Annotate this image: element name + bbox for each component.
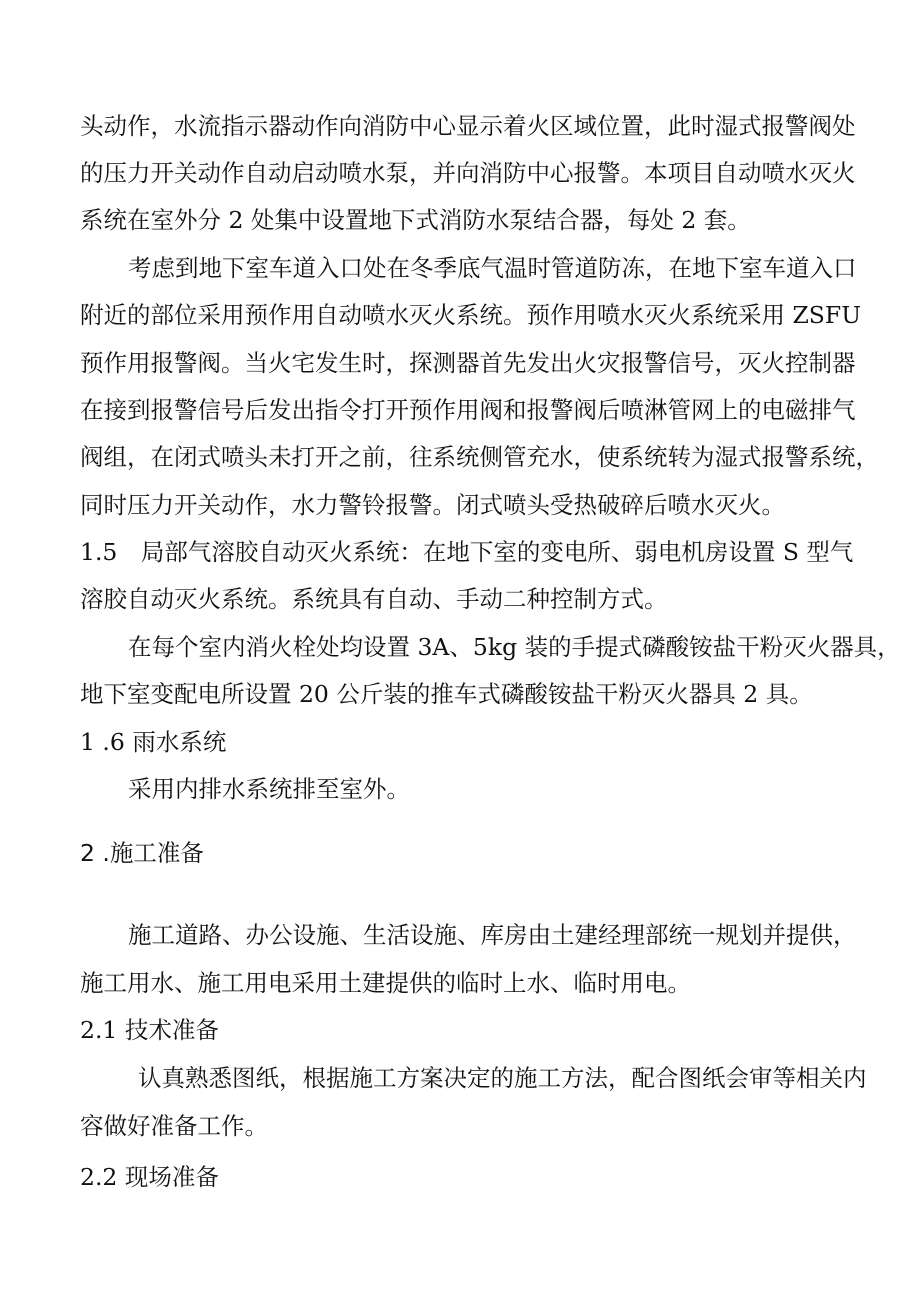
paragraph-line: 附近的部位采用预作用自动喷水灭火系统。预作用喷水灭火系统采用 ZSFU xyxy=(80,301,862,329)
paragraph-line: 采用内排水系统排至室外。 xyxy=(128,775,410,803)
paragraph-line: 施工用水、施工用电采用土建提供的临时上水、临时用电。 xyxy=(80,969,691,997)
paragraph-line: 阀组，在闭式喷头未打开之前，往系统侧管充水，使系统转为湿式报警系统， xyxy=(80,443,879,471)
heading-2-1: 2.1 技术准备 xyxy=(80,1016,219,1044)
paragraph-line: 头动作，水流指示器动作向消防中心显示着火区域位置，此时湿式报警阀处 xyxy=(80,112,856,140)
paragraph-line: 地下室变配电所设置 20 公斤装的推车式磷酸铵盐干粉灭火器具 2 具。 xyxy=(80,680,813,708)
paragraph-line: 在接到报警信号后发出指令打开预作用阀和报警阀后喷淋管网上的电磁排气 xyxy=(80,396,856,424)
heading-2-2: 2.2 现场准备 xyxy=(80,1163,219,1191)
paragraph-line: 系统在室外分 2 处集中设置地下式消防水泵结合器，每处 2 套。 xyxy=(80,206,751,234)
paragraph-line: 同时压力开关动作，水力警铃报警。闭式喷头受热破碎后喷水灭火。 xyxy=(80,491,785,519)
heading-2: 2 .施工准备 xyxy=(80,839,204,867)
paragraph-line: 考虑到地下室车道入口处在冬季底气温时管道防冻，在地下室车道入口 xyxy=(128,254,857,282)
paragraph-line: 认真熟悉图纸，根据施工方案决定的施工方法，配合图纸会审等相关内 xyxy=(138,1064,867,1092)
heading-1-6: 1 .6 雨水系统 xyxy=(80,728,227,756)
paragraph-line: 在每个室内消火栓处均设置 3A、5kg 装的手提式磷酸铵盐干粉灭火器具， xyxy=(128,633,901,661)
paragraph-line: 预作用报警阀。当火宅发生时，探测器首先发出火灾报警信号，灭火控制器 xyxy=(80,349,856,377)
paragraph-line: 施工道路、办公设施、生活设施、库房由土建经理部统一规划并提供， xyxy=(128,921,857,949)
section-1-5-line: 1.5 局部气溶胶自动灭火系统：在地下室的变电所、弱电机房设置 S 型气 xyxy=(80,538,854,566)
paragraph-line: 溶胶自动灭火系统。系统具有自动、手动二种控制方式。 xyxy=(80,585,668,613)
paragraph-line: 的压力开关动作自动启动喷水泵，并向消防中心报警。本项目自动喷水灭火 xyxy=(80,159,856,187)
paragraph-line: 容做好准备工作。 xyxy=(80,1112,268,1140)
